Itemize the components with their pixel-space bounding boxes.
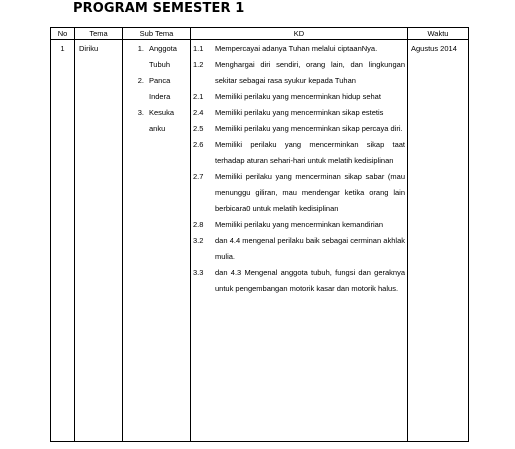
list-item [191,137,407,169]
kd-number: 2.8 [193,220,204,229]
kd-number: 1.1 [193,44,204,53]
list-item [191,41,407,57]
list-item [123,73,190,105]
list-item [191,217,407,233]
kd-text: Memiliki perilaku yang mencerminkan sikap taat terhadap aturan sehari-hari untuk melatih kedisiplinan [215,140,405,165]
list-item [191,105,407,121]
kd-text: Memiliki perilaku yang mencerminkan sikap estetis [215,108,384,117]
sub-tema-text: Kesuka anku [149,108,175,133]
header-no: No [51,28,75,40]
kd-text: Memiliki perilaku yang mencerminkan sikap percaya diri. [215,124,403,133]
header-sub-tema: Sub Tema [123,28,191,40]
kd-text: Memiliki perilaku yang mencerminkan kemandirian [215,220,383,229]
table-row [51,40,469,442]
list-item [191,89,407,105]
kd-number: 2.4 [193,108,204,117]
sub-tema-number: 3. [137,108,144,117]
kd-number: 1.2 [193,60,204,69]
kd-number: 2.5 [193,124,204,133]
kd-number: 2.1 [193,92,204,101]
cell-no: 1 [51,40,75,442]
page-title: PROGRAM SEMESTER 1 [73,1,245,16]
cell-sub-tema [123,40,191,442]
kd-text: Mempercayai adanya Tuhan melalui ciptaanNya. [215,44,378,53]
kd-number: 2.7 [193,172,204,181]
list-item [191,57,407,89]
sub-tema-number: 2. [137,76,144,85]
sub-tema-number: 1. [137,44,144,53]
list-item [191,121,407,137]
program-table [50,27,469,442]
cell-waktu: Agustus 2014 [408,40,469,442]
kd-text: Memiliki perilaku yang mencerminkan hidup sehat [215,92,381,101]
kd-text: dan 4.4 mengenal perilaku baik sebagai cerminan akhlak mulia. [215,236,405,261]
kd-text: Memiliki perilaku yang mencerminan sikap sabar (mau menunggu giliran, mau mendengar ketika orang lain berbicara0 untuk melatih kedisiplinan [215,172,405,213]
cell-tema: Diriku [75,40,123,442]
table-header-row [51,28,469,40]
list-item [123,41,190,73]
kd-number: 2.6 [193,140,204,149]
kd-number: 3.3 [193,268,204,277]
sub-tema-text: Anggota Tubuh [149,44,177,69]
list-item [123,105,190,137]
list-item [191,233,407,265]
header-tema: Tema [75,28,123,40]
list-item [191,169,407,217]
sub-tema-text: Panca Indera [149,76,171,101]
cell-kd [191,40,408,442]
list-item [191,265,407,297]
kd-text: dan 4.3 Mengenal anggota tubuh, fungsi dan geraknya untuk pengembangan motorik kasar dan motorik halus. [215,268,405,293]
header-kd: KD [191,28,408,40]
kd-list [191,40,407,297]
header-waktu: Waktu [408,28,469,40]
sub-tema-list [123,40,190,137]
kd-text: Menghargai diri sendiri, orang lain, dan lingkungan sekitar sebagai rasa syukur kepada Tuhan [215,60,405,85]
kd-number: 3.2 [193,236,204,245]
